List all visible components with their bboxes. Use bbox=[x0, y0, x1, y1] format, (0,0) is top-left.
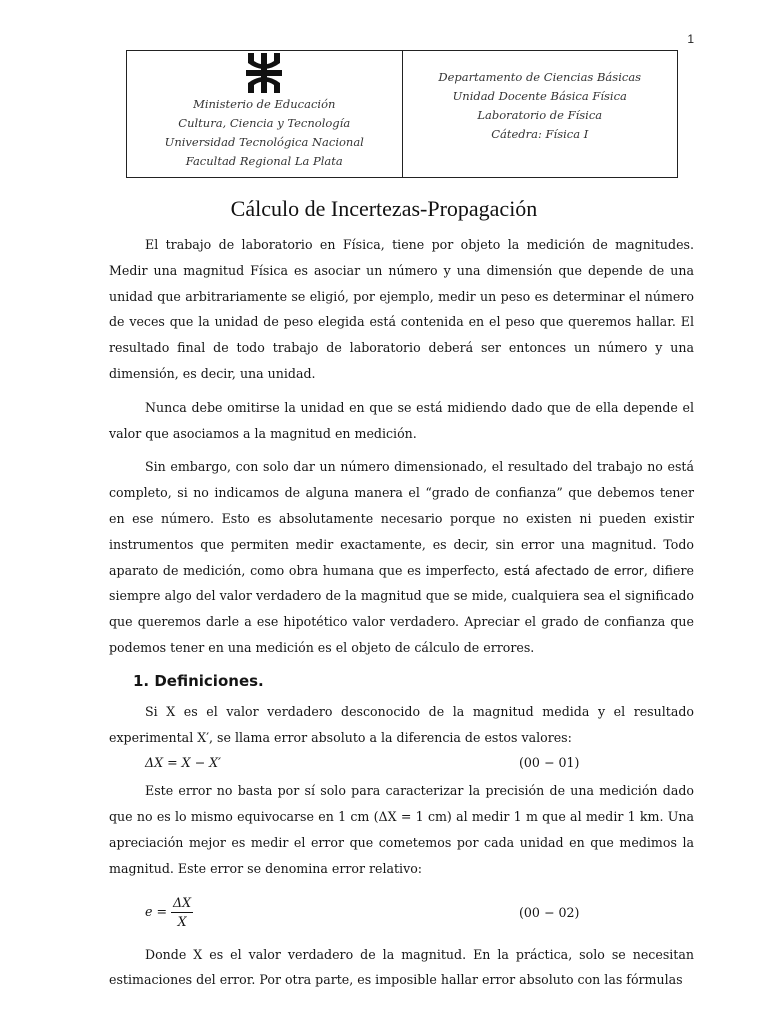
header-right-cell bbox=[403, 51, 678, 177]
equation-00-01 bbox=[145, 750, 694, 776]
fraction-denominator: X bbox=[177, 914, 187, 930]
header-left-line: Universidad Tecnológica Nacional bbox=[164, 135, 364, 149]
paragraph-text: Sin embargo, con solo dar un número dimensionado, el resultado del trabajo no está completo, si no indicamos de alguna manera el “grado de confianza” que debemos tener en ese número. Esto es absolutamente necesario porque no existen ni pueden existir instrumentos que permiten medir exactamente, es decir, sin error una magnitud. Todo aparato de medición, como obra humana que es imperfecto, bbox=[109, 459, 694, 578]
header-right-line: Unidad Docente Básica Física bbox=[452, 89, 627, 103]
page-number: 1 bbox=[687, 32, 694, 46]
equation-lhs: e = bbox=[145, 904, 168, 920]
paragraph: Si X es el valor verdadero desconocido de la magnitud medida y el resultado experimental X′, se llama error absoluto a la diferencia de estos valores: bbox=[109, 703, 694, 745]
header-left-cell bbox=[127, 51, 403, 177]
section-heading: 1. Definiciones. bbox=[133, 671, 264, 690]
utn-logo-icon bbox=[246, 53, 282, 93]
fraction bbox=[171, 894, 193, 931]
emphasized-text: está afectado de error bbox=[503, 562, 644, 578]
equation-expression: ΔX = X − X′ bbox=[145, 755, 221, 771]
header-right-line: Laboratorio de Física bbox=[477, 108, 603, 122]
header-right-line: Cátedra: Física I bbox=[491, 127, 589, 141]
paragraph: Nunca debe omitirse la unidad en que se está midiendo dado que de ella depende el valor que asociamos a la magnitud en medición. bbox=[109, 399, 694, 441]
fraction-numerator: ΔX bbox=[171, 894, 193, 913]
document-title: Cálculo de Incertezas-Propagación bbox=[230, 196, 538, 221]
header-left-line: Cultura, Ciencia y Tecnología bbox=[178, 116, 351, 130]
paragraph-text: , difiere siempre algo del valor verdadero de la magnitud que se mide, cualquiera sea el significado que queremos darle a ese hipotético valor verdadero. Apreciar el grado de confianza que podemos tener en una medición es el objeto de cálculo de errores. bbox=[109, 562, 694, 655]
paragraph bbox=[109, 454, 694, 660]
paragraph: Este error no basta por sí solo para caracterizar la precisión de una medición dado que no es lo mismo equivocarse en 1 cm (ΔX = 1 cm) al medir 1 m que al medir 1 km. Una apreciación mejor es medir el error que cometemos por cada unidad en que medimos la magnitud. Este error se denomina error relativo: bbox=[109, 783, 694, 876]
equation-number: (00 − 02) bbox=[519, 904, 580, 920]
document-body bbox=[109, 232, 694, 1001]
paragraph: Donde X es el valor verdadero de la magnitud. En la práctica, solo se necesitan estimaciones del error. Por otra parte, es imposible hallar error absoluto con las fórmulas bbox=[109, 946, 694, 988]
header-left-line: Ministerio de Educación bbox=[193, 97, 336, 111]
equation-number: (00 − 01) bbox=[519, 755, 580, 771]
equation-expression bbox=[145, 894, 519, 931]
equation-00-02 bbox=[145, 886, 694, 940]
header-left-line: Facultad Regional La Plata bbox=[185, 154, 343, 168]
header-right-line: Departamento de Ciencias Básicas bbox=[438, 70, 642, 84]
institution-header bbox=[126, 50, 678, 178]
paragraph: El trabajo de laboratorio en Física, tiene por objeto la medición de magnitudes. Medir una magnitud Física es asociar un número y una dimensión que depende de una unidad que arbitrariamente se eligió, por ejemplo, medir un peso es determinar el número de veces que la unidad de peso elegida está contenida en el peso que queremos hallar. El resultado final de todo trabajo de laboratorio deberá ser entonces un número y una dimensión, es decir, una unidad. bbox=[109, 237, 694, 381]
